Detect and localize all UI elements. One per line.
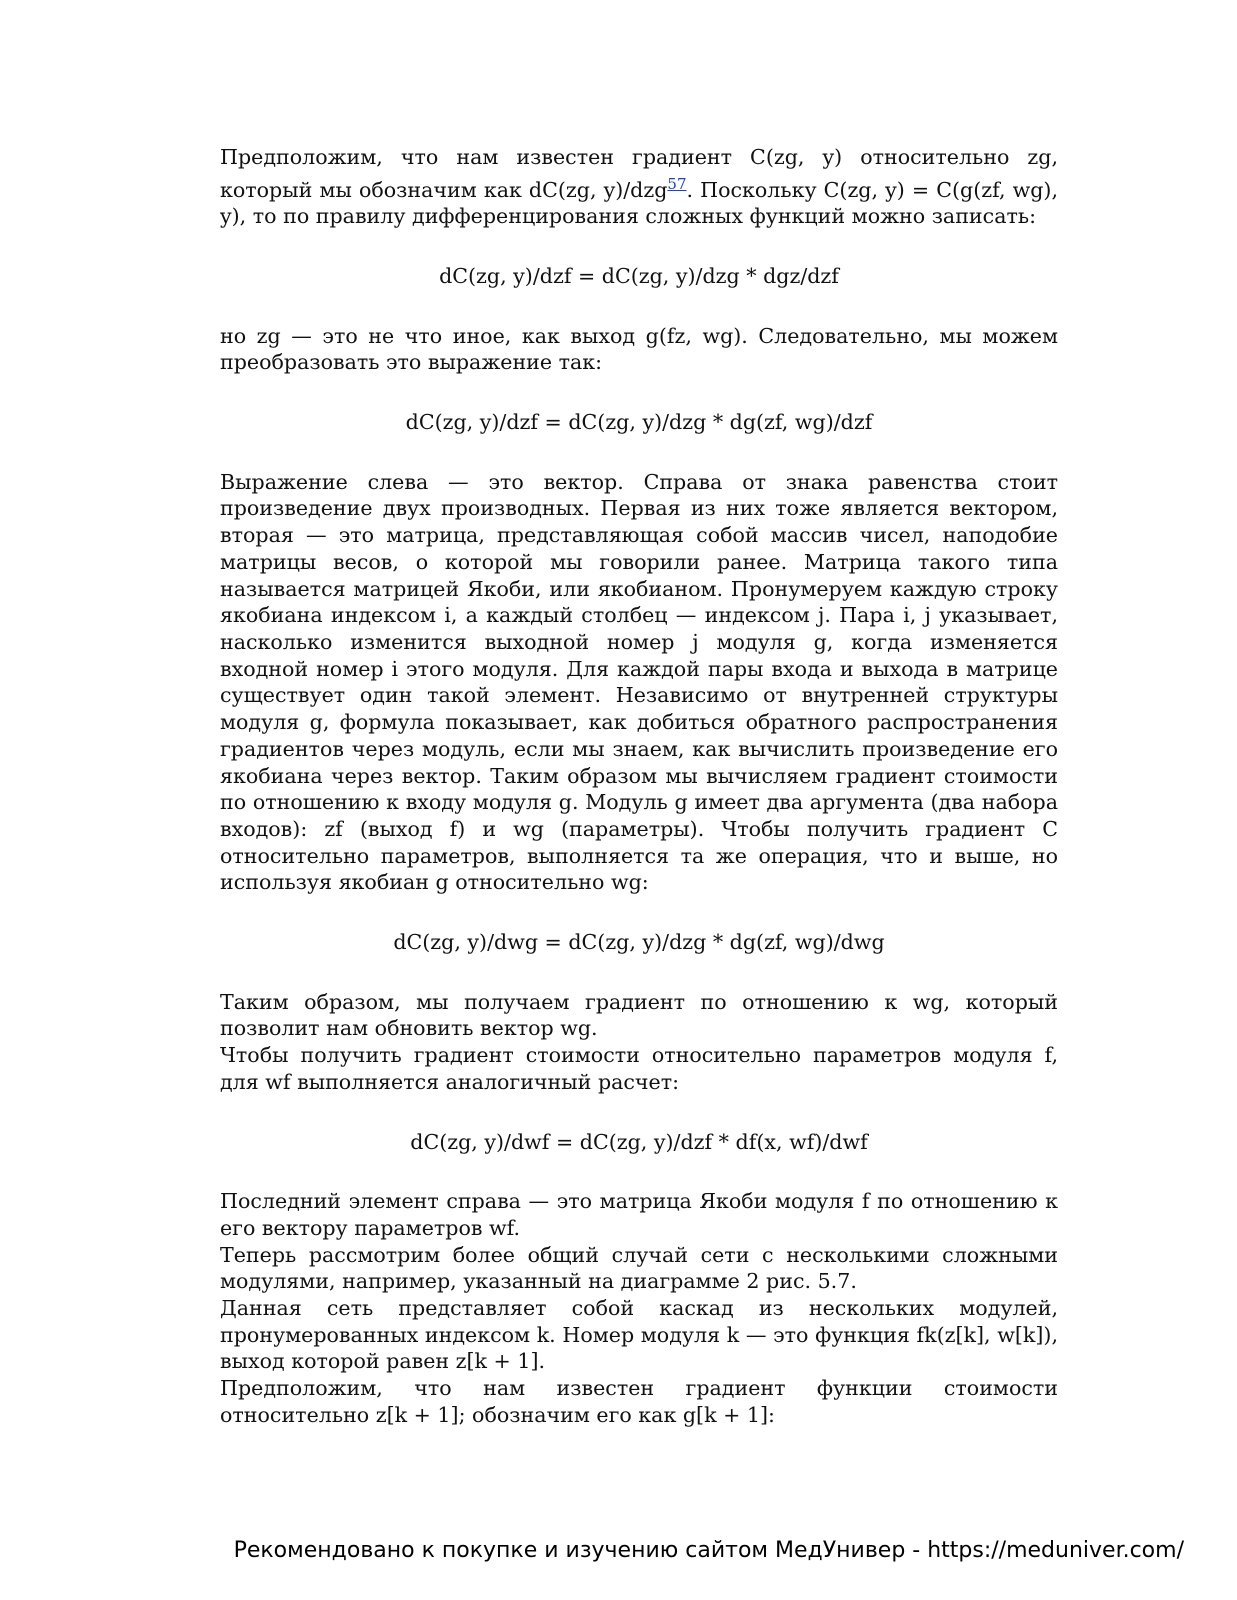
paragraph-7: Теперь рассмотрим более общий случай сети с несколькими сложными модулями, например, указанный на диаграмме 2 рис. 5.7. bbox=[220, 1242, 1058, 1294]
footnote-link[interactable]: 57 bbox=[667, 174, 687, 193]
paragraph-6: Последний элемент справа — это матрица Якоби модуля f по отношению к его вектору параметров wf. bbox=[220, 1189, 1058, 1240]
paragraph-intro-text-a: Предположим, что нам известен градиент C(zg, y) относительно zg, который мы обозначим как dC(zg, y)/dzg bbox=[220, 145, 1058, 202]
formula-1: dC(zg, y)/dzf = dC(zg, y)/dzg * dgz/dzf bbox=[439, 263, 839, 288]
formula-3: dC(zg, y)/dwg = dC(zg, y)/dzg * dg(zf, wg)/dwg bbox=[393, 930, 885, 955]
document-body bbox=[220, 144, 1058, 1429]
formula-4: dC(zg, y)/dwf = dC(zg, y)/dzf * df(x, wf)/dwf bbox=[410, 1129, 868, 1154]
paragraph-4: Таким образом, мы получаем градиент по отношению к wg, который позволит нам обновить вектор wg. bbox=[220, 989, 1058, 1041]
paragraph-8: Данная сеть представляет собой каскад из нескольких модулей, пронумерованных индексом k. Номер модуля k — это функция fk(z[k], w[k]), выход которой равен z[k + 1]. bbox=[220, 1296, 1058, 1374]
paragraph-intro-text-b: . Поскольку C(zg, y) = C(g(zf, wg), y), то по правилу дифференцирования сложных функций можно записать: bbox=[220, 177, 1058, 229]
formula-2: dC(zg, y)/dzf = dC(zg, y)/dzg * dg(zf, wg)/dzf bbox=[405, 410, 873, 435]
paragraph-intro bbox=[220, 144, 1058, 230]
footnote-ref[interactable] bbox=[667, 174, 686, 194]
footer-recommendation: Рекомендовано к покупке и изучению сайтом МедУнивер - https://meduniver.com/ bbox=[233, 1538, 1184, 1563]
paragraph-2: но zg — это не что иное, как выход g(fz, wg). Следовательно, мы можем преобразовать это выражение так: bbox=[220, 323, 1058, 375]
paragraph-5: Чтобы получить градиент стоимости относительно параметров модуля f, для wf выполняется аналогичный расчет: bbox=[220, 1043, 1058, 1094]
paragraph-9: Предположим, что нам известен градиент функции стоимости относительно z[k + 1]; обозначим его как g[k + 1]: bbox=[220, 1376, 1058, 1427]
paragraph-3: Выражение слева — это вектор. Справа от знака равенства стоит произведение двух производных. Первая из них тоже является вектором, вторая — это матрица, представляющая собой массив чисел, наподобие матрицы весов, о которой мы говорили ранее. Матрица такого типа называется матрицей Якоби, или якобианом. Пронумеруем каждую строку якобиана индексом i, а каждый столбец — индексом j. Пара i, j указывает, насколько изменится выходной номер j модуля g, когда изменяется входной номер i этого модуля. Для каждой пары входа и выхода в матрице существует один такой элемент. Независимо от внутренней структуры модуля g, формула показывает, как добиться обратного распространения градиентов через модуль, если мы знаем, как вычислить произведение его якобиана через вектор. Таким образом мы вычисляем градиент стоимости по отношению к входу модуля g. Модуль g имеет два аргумента (два набора входов): zf (выход f) и wg (параметры). Чтобы получить градиент C относительно параметров, выполняется та же операция, что и выше, но используя якобиан g относительно wg: bbox=[220, 469, 1058, 895]
